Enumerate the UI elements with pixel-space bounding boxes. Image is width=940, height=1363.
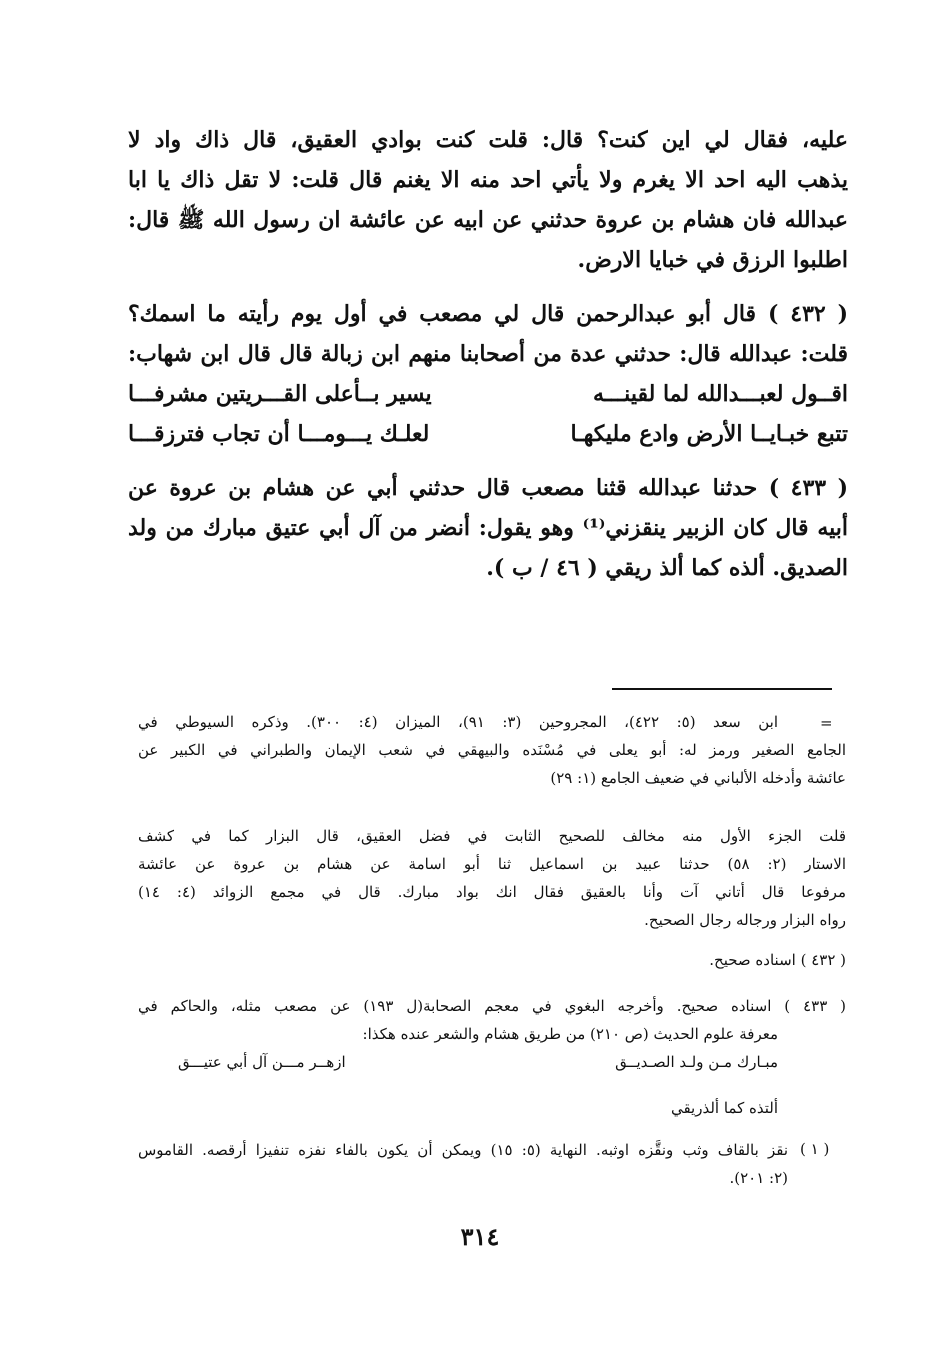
hadith-433 xyxy=(128,468,848,588)
hadith-432 xyxy=(128,294,848,454)
footnote-433 xyxy=(138,992,846,1122)
verse-hemistich-right: مبـارك مـن ولـد الصـديــق xyxy=(615,1053,778,1071)
footnote-line: مرفوعا قال أتاني آت وأنا بالعقيق فقال انك بواد مبارك. قال في مجمع الزوائد (٤: ١٤) xyxy=(138,883,846,901)
page-number: ٣١٤ xyxy=(460,1222,500,1251)
footnote-line: عائشة وأدخله الألباني في ضعيف الجامع (١: ٢٩) xyxy=(550,769,846,787)
body-line: اطلبوا الرزق في خبايا الارض. xyxy=(577,247,848,273)
footnote-separator xyxy=(612,688,832,690)
footnote-continuation-marker: = xyxy=(820,714,833,732)
verse-hemistich-right: اقــول لعبـــدالله لما لقينـــه xyxy=(593,381,848,407)
footnote-verse xyxy=(138,1048,846,1076)
verse-hemistich-left: ازهــر مـــن آل أبي عتيـــق xyxy=(178,1053,346,1071)
footnote-line: الجامع الصغير ورمز له: أبو يعلى في مُسْنَده والبيهقي في شعب الإيمان والطبراني في الكبير عن xyxy=(138,741,846,759)
footnote-line: ابن سعد (٥: ٤٢٢)، المجروحين (٣: ٩١)، الميزان (٤: ٣٠٠). وذكره السيوطي في xyxy=(138,713,779,731)
body-line: عليه، فقال لي اين كنت؟ قال: قلت كنت بوادي العقيق، قال ذاك واد لا xyxy=(128,127,848,153)
footnote-line: (٢: ٢٠١). xyxy=(729,1169,788,1187)
footnote-line: الاستار (٢: ٥٨) حدثنا عبيد بن اسماعيل ثنا أبو اسامة عن هشام بن عروة عن عائشة xyxy=(138,855,846,873)
footnote-1-marker: ( ١ ) xyxy=(800,1140,830,1158)
body-continuation xyxy=(128,120,848,280)
footnote-line: قلت الجزء الأول منه مخالف للصحيح الثابت في فضل العقيق، قال البزار كما في كشف xyxy=(138,827,846,845)
verse-line xyxy=(128,414,848,454)
footnote-line: رواه البزار ورجاله رجال الصحيح. xyxy=(644,911,846,929)
footnote-1 xyxy=(138,1136,788,1192)
verse-hemistich-left: يسير بــأعلى القـــريتين مشرفـــا xyxy=(128,381,432,407)
footnote-line: نقز بالقاف وثب ونقَّزه اوثبه. النهاية (٥: ١٥) ويمكن أن يكون بالفاء نفزه تنفيزا أرقصه. القاموس xyxy=(138,1141,788,1159)
hadith-433-line: أبيه قال كان الزبير ينقزني⁽¹⁾ وهو يقول: أنضر من آل أبي عتيق مبارك من ولد xyxy=(128,515,848,541)
hadith-433-line: الصديق. ألذه كما ألذ ريقي ( ٤٦ / ب ). xyxy=(486,555,848,581)
body-line: عبدالله فان هشام بن عروة حدثني عن ابيه عن عائشة ان رسول الله ﷺ قال: xyxy=(128,207,848,233)
footnote-line: معرفة علوم الحديث (ص ٢١٠) من طريق هشام والشعر عنده هكذا: xyxy=(362,1025,778,1043)
hadith-432-line: ( ٤٣٢ ) قال أبو عبدالرحمن قال لي مصعب في أول يوم رأيته ما اسمك؟ xyxy=(128,301,848,327)
hadith-433-line: ( ٤٣٣ ) حدثنا عبدالله قثنا مصعب قال حدثني أبي عن هشام بن عروة عن xyxy=(128,475,848,501)
footnote-line: ألتذه كما ألذريقي xyxy=(670,1099,778,1117)
footnote-line: ( ٤٣٢ ) اسناده صحيح. xyxy=(709,951,846,969)
hadith-432-line: قلت: عبدالله قال: حدثني عدة من أصحابنا منهم ابن زبالة قال قال ابن شهاب: xyxy=(128,341,848,367)
verse-hemistich-left: لعلـك يـــومـــا أن تجاب فترزقـــا xyxy=(128,421,430,447)
verse-line xyxy=(128,374,848,414)
footnote-line: ( ٤٣٣ ) اسناده صحيح. وأخرجه البغوي في معجم الصحابة(ل ١٩٣) عن مصعب مثله، والحاكم في xyxy=(138,997,846,1015)
body-line: يذهب اليه احد الا يغرم ولا يأتي احد منه الا يغنم قال قلت: لا تقل ذاك يا ابا xyxy=(128,167,848,193)
footnote-continuation xyxy=(138,708,846,792)
verse-hemistich-right: تتبع خبـايــا الأرض وادع مليكهـا xyxy=(570,421,848,447)
footnote-432 xyxy=(138,946,846,974)
footnote-note xyxy=(138,822,846,934)
